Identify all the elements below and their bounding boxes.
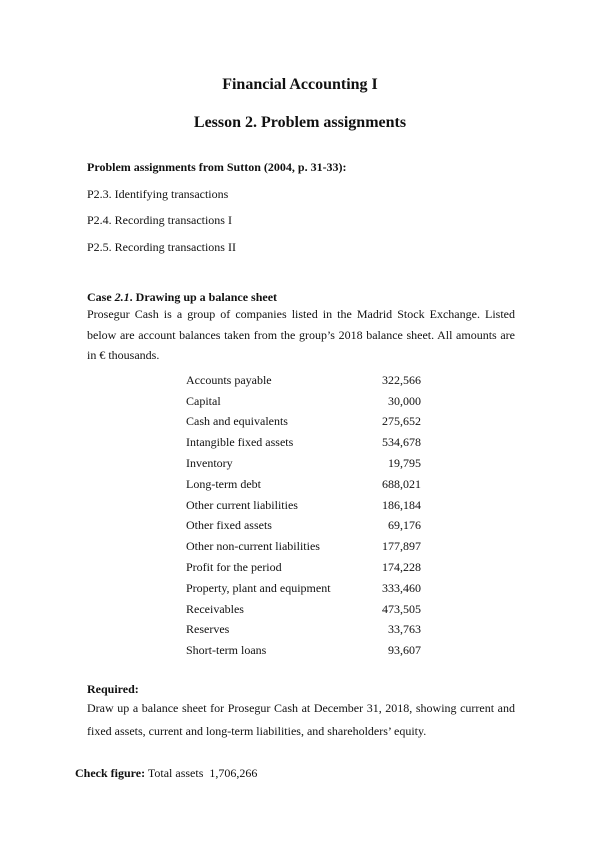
account-label: Other fixed assets xyxy=(186,518,272,533)
account-label: Cash and equivalents xyxy=(186,414,288,429)
account-label: Other non-current liabilities xyxy=(186,539,320,554)
case-number: 2.1 xyxy=(114,290,130,304)
account-row xyxy=(186,391,421,412)
account-value: 19,795 xyxy=(388,456,421,471)
account-row xyxy=(186,412,421,433)
required-heading: Required: xyxy=(87,682,139,696)
assignments-heading: Problem assignments from Sutton (2004, p. 31-33): xyxy=(87,160,347,174)
account-label: Profit for the period xyxy=(186,560,282,575)
account-value: 534,678 xyxy=(382,435,421,450)
account-row xyxy=(186,516,421,537)
account-value: 30,000 xyxy=(388,393,421,408)
account-row xyxy=(186,432,421,453)
account-row xyxy=(186,370,421,391)
account-label: Receivables xyxy=(186,601,244,616)
account-balances-table xyxy=(186,370,421,661)
account-row xyxy=(186,599,421,620)
case-heading xyxy=(87,290,277,305)
account-value: 177,897 xyxy=(382,539,421,554)
account-label: Capital xyxy=(186,393,221,408)
account-label: Long-term debt xyxy=(186,476,261,491)
assignment-item: P2.3. Identifying transactions xyxy=(87,187,229,201)
account-label: Short-term loans xyxy=(186,643,267,658)
account-row xyxy=(186,557,421,578)
account-value: 69,176 xyxy=(388,518,421,533)
account-row xyxy=(186,474,421,495)
account-row xyxy=(186,536,421,557)
account-label: Inventory xyxy=(186,456,233,471)
account-row xyxy=(186,578,421,599)
account-row xyxy=(186,453,421,474)
account-label: Property, plant and equipment xyxy=(186,580,331,595)
account-value: 322,566 xyxy=(382,372,421,387)
account-value: 186,184 xyxy=(382,497,421,512)
assignment-item: P2.5. Recording transactions II xyxy=(87,240,236,254)
account-label: Other current liabilities xyxy=(186,497,298,512)
case-heading-rest: . Drawing up a balance sheet xyxy=(129,290,278,304)
check-figure-value: Total assets 1,706,266 xyxy=(147,766,258,780)
account-row xyxy=(186,640,421,661)
check-figure xyxy=(75,766,257,781)
case-intro: Prosegur Cash is a group of companies listed in the Madrid Stock Exchange. Listed below are account balances taken from the group’s 2018 balance sheet. All amounts are in € thousands. xyxy=(87,307,515,362)
document-title: Financial Accounting I xyxy=(222,76,378,93)
assignment-item: P2.4. Recording transactions I xyxy=(87,213,232,227)
account-value: 33,763 xyxy=(388,622,421,637)
account-label: Accounts payable xyxy=(186,372,272,387)
account-value: 275,652 xyxy=(382,414,421,429)
account-label: Intangible fixed assets xyxy=(186,435,294,450)
case-heading-prefix: Case xyxy=(87,290,115,304)
check-figure-label: Check figure: xyxy=(75,766,146,780)
account-value: 93,607 xyxy=(388,643,421,658)
account-label: Reserves xyxy=(186,622,230,637)
account-value: 473,505 xyxy=(382,601,421,616)
required-text: Draw up a balance sheet for Prosegur Cash at December 31, 2018, showing current and fixed assets, current and long-term liabilities, and shareholders’ equity. xyxy=(87,701,515,738)
lesson-title: Lesson 2. Problem assignments xyxy=(193,114,407,131)
account-value: 174,228 xyxy=(382,560,421,575)
account-row xyxy=(186,620,421,641)
account-row xyxy=(186,495,421,516)
account-value: 688,021 xyxy=(382,476,421,491)
account-value: 333,460 xyxy=(382,580,421,595)
